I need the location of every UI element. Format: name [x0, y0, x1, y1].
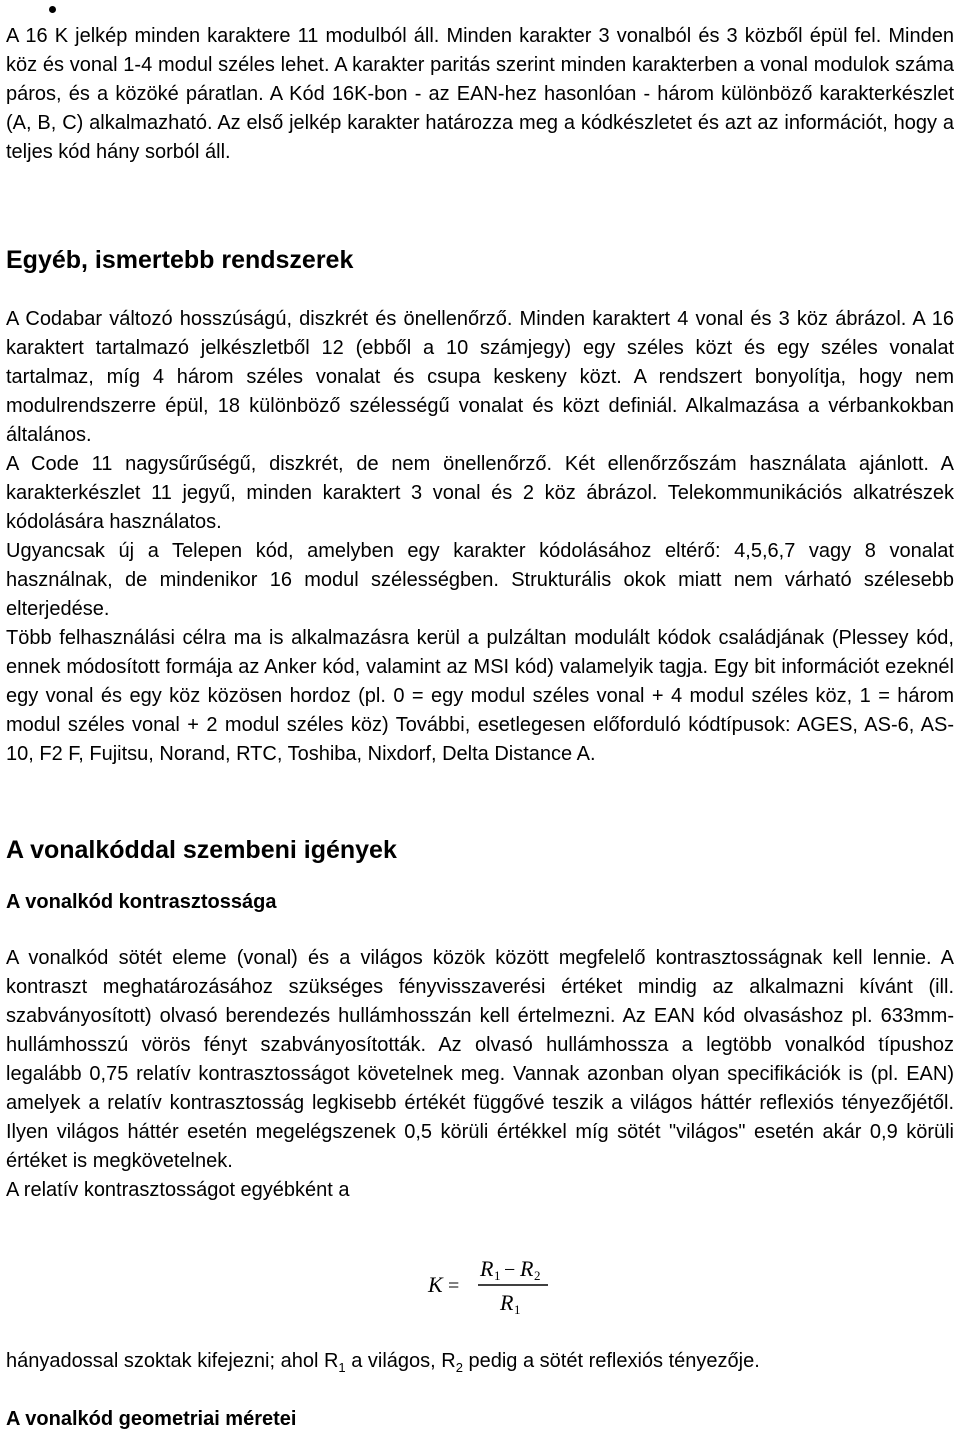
paragraph-code11: A Code 11 nagysűrűségű, diszkrét, de nem önellenőrző. Két ellenőrzőszám használata ajánlott. A karakterkészlet 11 jegyű, minden karaktert 3 vonal és 2 köz ábrázol. Telekommunikációs alkatrészek kódolására használatos. — [6, 453, 954, 533]
formula-minus: − — [504, 1259, 516, 1281]
subsection-geometry — [6, 1405, 954, 1434]
formula-graphic — [424, 1250, 554, 1320]
formula-k: K — [428, 1272, 443, 1297]
intro-paragraph: A 16 K jelkép minden karaktere 11 modulból áll. Minden karakter 3 vonalból és 3 közből épül fel. Minden köz és vonal 1-4 modul széles lehet. A karakter paritás szerint minden karakterben a vonal modulok száma páros, és a közöké páratlan. A Kód 16K-bon - az EAN-hez hasonlóan - három különböző karakterkészlet (A, B, C) alkalmazható. Az első jelkép karakter határozza meg a kódkészletet és azt az információt, hogy a teljes kód hány sorból áll. — [6, 25, 954, 163]
explanation-part-a: hányadossal szoktak kifejezni; ahol R — [6, 1350, 339, 1372]
formula-r1-num: R — [480, 1256, 494, 1281]
section-heading-requirements: A vonalkóddal szembeni igények — [6, 836, 397, 864]
formula-r1-den: R — [500, 1290, 514, 1315]
explanation-sub-1: 1 — [338, 1360, 346, 1375]
formula-explanation — [6, 1347, 954, 1376]
formula-equals: = — [448, 1275, 460, 1297]
paragraph-contrast: A vonalkód sötét eleme (vonal) és a világos közök között megfelelő kontrasztosságnak kell lennie. A kontraszt meghatározásához szükséges fényvisszaverési értéket mindig az alkalmazni kívánt (ill. szabványosított) olvasó berendezés hullámhosszán kell értelmezni. Az EAN kód olvasáshoz pl. 633mm-hullámhosszú vörös fényt szabványosították. Az olvasó hullámhossza a legtöbb vonalkód típushoz legalább 0,75 relatív kontrasztosságot követelnek meg. Vannak azonban olyan specifikációk is (pl. EAN) amelyek a relatív kontrasztosság legkisebb értékét függővé teszik a világos háttér reflexiós tényezőjétől. Ilyen világos háttér esetén megelégszenek 0,5 körüli értékkel míg sötét "világos" esetén akár 0,9 körüli értéket is megkövetelnek. — [6, 947, 954, 1172]
subheading-contrast: A vonalkód kontrasztossága — [6, 891, 277, 913]
section-heading-other: Egyéb, ismertebb rendszerek — [6, 246, 354, 274]
formula-r2-num-sub: 2 — [534, 1268, 541, 1283]
formula-r1-num-sub: 1 — [494, 1268, 501, 1283]
contrast-formula — [424, 1250, 554, 1320]
paragraph-codabar: A Codabar változó hosszúságú, diszkrét és önellenőrző. Minden karaktert 4 vonal és 3 köz ábrázol. A 16 karaktert tartalmazó jelkészletből 12 (ebből a 10 számjegy) egy széles közt és egy széles vonalat tartalmaz, míg 4 három széles vonalat és csupa keskeny közt. A rendszert bonyolítja, hogy nem modulrendszerre épül, 18 különböző szélességű vonalat és közt definiál. Alkalmazása a vérbankokban általános. — [6, 308, 954, 446]
paragraph-plessey: Több felhasználási célra ma is alkalmazásra kerül a pulzáltan modulált kódok családjának (Plessey kód, ennek módosított formája az Anker kód, valamint az MSI kód) valamelyik tagja. Egy bit információt ezeknél egy vonal és egy köz közösen hordoz (pl. 0 = egy modul széles vonal + 4 modul széles köz, 1 = három modul széles vonal + 2 modul széles köz) További, esetlegesen előforduló kódtípusok: AGES, AS-6, AS-10, F2 F, Fujitsu, Norand, RTC, Toshiba, Nixdorf, Delta Distance A. — [6, 627, 954, 765]
paragraph-telepen: Ugyancsak új a Telepen kód, amelyben egy karakter kódolásához eltérő: 4,5,6,7 vagy 8 vonalat használnak, de mindenikor 16 modul szélességben. Strukturális okok miatt nem várható szélesebb elterjedése. — [6, 540, 954, 620]
section-other-body — [6, 305, 954, 769]
subsection-contrast — [6, 888, 954, 917]
subheading-geometry: A vonalkód geometriai méretei — [6, 1408, 297, 1430]
intro-block — [6, 22, 954, 167]
contrast-body — [6, 944, 954, 1205]
section-other-systems — [6, 245, 954, 275]
formula-r2-num: R — [520, 1256, 534, 1281]
section-requirements — [6, 835, 954, 865]
explanation-part-c: pedig a sötét reflexiós tényezője. — [462, 1350, 760, 1372]
explanation-part-b: a világos, R — [345, 1350, 456, 1372]
bullet-icon — [49, 6, 56, 13]
formula-r1-den-sub: 1 — [514, 1302, 521, 1317]
explanation-sub-2: 2 — [455, 1360, 463, 1375]
paragraph-formula-explanation — [6, 1347, 954, 1376]
paragraph-relative-contrast-intro: A relatív kontrasztosságot egyébként a — [6, 1179, 350, 1201]
